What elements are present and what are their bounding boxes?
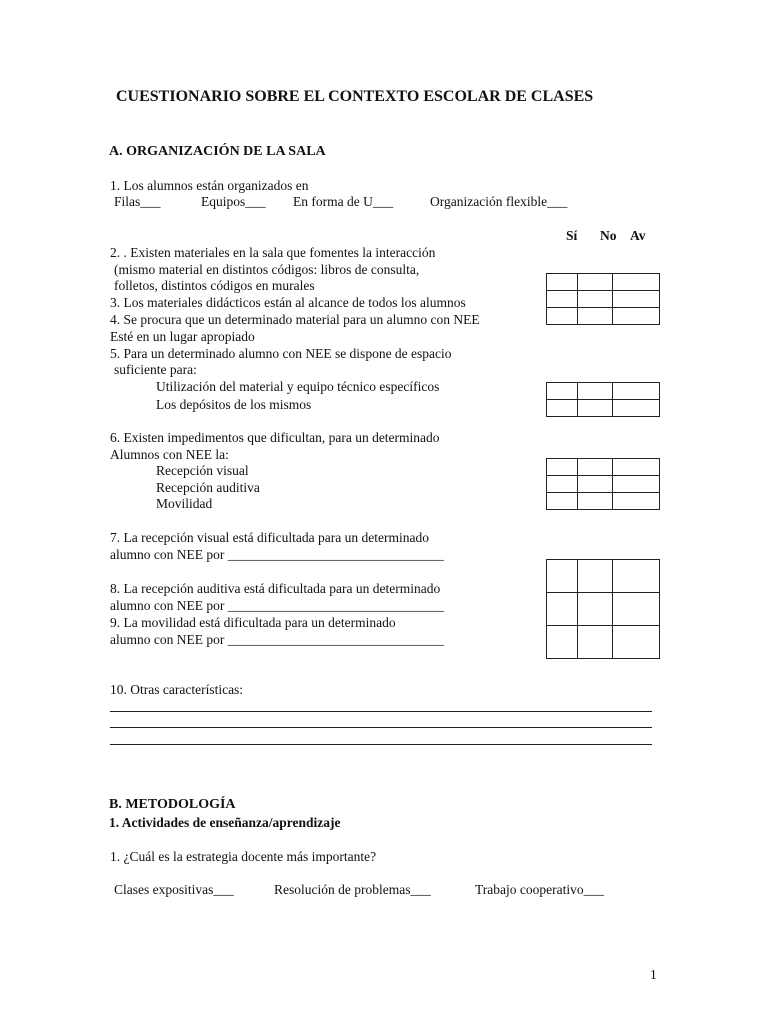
answer-header-no: No xyxy=(600,228,617,243)
answer-cell[interactable] xyxy=(613,383,660,400)
answer-cell[interactable] xyxy=(547,476,578,493)
q10-text: 10. Otras características: xyxy=(110,682,244,697)
answer-cell[interactable] xyxy=(613,308,660,325)
q2-line1: 2. . Existen materiales en la sala que fomentes la interacción xyxy=(110,245,436,260)
document-title: CUESTIONARIO SOBRE EL CONTEXTO ESCOLAR DE CLASES xyxy=(116,88,594,105)
q1-option-forma-u: En forma de U___ xyxy=(293,194,394,209)
answer-cell[interactable] xyxy=(578,400,613,417)
q1-option-equipos: Equipos___ xyxy=(201,194,266,209)
answer-grid-q5 xyxy=(546,382,660,417)
answer-cell[interactable] xyxy=(547,383,578,400)
q6-line2: Alumnos con NEE la: xyxy=(110,447,229,462)
answer-cell[interactable] xyxy=(578,493,613,510)
q2-line3: folletos, distintos códigos en murales xyxy=(114,278,315,293)
answer-cell[interactable] xyxy=(578,383,613,400)
answer-cell[interactable] xyxy=(547,560,578,593)
answer-cell[interactable] xyxy=(578,459,613,476)
q9-line2: alumno con NEE por ________________________________ xyxy=(110,632,444,647)
q2-line2: (mismo material en distintos códigos: libros de consulta, xyxy=(114,262,420,277)
answer-cell[interactable] xyxy=(613,560,660,593)
answer-line[interactable] xyxy=(110,727,652,728)
answer-cell[interactable] xyxy=(613,476,660,493)
b-q1-option-problemas: Resolución de problemas___ xyxy=(274,882,431,897)
q1-text: 1. Los alumnos están organizados en xyxy=(110,178,309,193)
answer-cell[interactable] xyxy=(613,493,660,510)
b-q1-text: 1. ¿Cuál es la estrategia docente más importante? xyxy=(110,849,377,864)
answer-cell[interactable] xyxy=(578,308,613,325)
answer-cell[interactable] xyxy=(613,626,660,659)
section-b-heading: B. METODOLOGÍA xyxy=(109,797,236,812)
answer-cell[interactable] xyxy=(547,593,578,626)
answer-cell[interactable] xyxy=(547,274,578,291)
answer-cell[interactable] xyxy=(547,626,578,659)
q9-line1: 9. La movilidad está dificultada para un determinado xyxy=(110,615,396,630)
answer-grid-q6 xyxy=(546,458,660,510)
answer-cell[interactable] xyxy=(578,626,613,659)
q5-line2: suficiente para: xyxy=(114,362,197,377)
answer-header-si: Sí xyxy=(566,228,578,243)
section-a-heading: A. ORGANIZACIÓN DE LA SALA xyxy=(109,144,326,159)
q1-option-flexible: Organización flexible___ xyxy=(430,194,568,209)
page-number: 1 xyxy=(650,967,657,982)
answer-cell[interactable] xyxy=(547,308,578,325)
q5-line1: 5. Para un determinado alumno con NEE se dispone de espacio xyxy=(110,346,452,361)
section-b-subheading: 1. Actividades de enseñanza/aprendizaje xyxy=(109,815,341,830)
answer-cell[interactable] xyxy=(613,593,660,626)
answer-cell[interactable] xyxy=(547,400,578,417)
answer-line[interactable] xyxy=(110,744,652,745)
answer-cell[interactable] xyxy=(613,459,660,476)
answer-grid-q7-q9 xyxy=(546,559,660,659)
answer-line[interactable] xyxy=(110,711,652,712)
b-q1-option-cooperativo: Trabajo cooperativo___ xyxy=(475,882,604,897)
answer-header-av: Av xyxy=(630,228,646,243)
q6-sub2: Recepción auditiva xyxy=(156,480,260,495)
q5-sub1: Utilización del material y equipo técnico específicos xyxy=(156,379,440,394)
q8-line2: alumno con NEE por ________________________________ xyxy=(110,598,444,613)
answer-cell[interactable] xyxy=(547,493,578,510)
answer-cell[interactable] xyxy=(578,274,613,291)
answer-cell[interactable] xyxy=(578,593,613,626)
answer-cell[interactable] xyxy=(578,291,613,308)
q4-line2: Esté en un lugar apropiado xyxy=(110,329,255,344)
q3-text: 3. Los materiales didácticos están al alcance de todos los alumnos xyxy=(110,295,466,310)
answer-cell[interactable] xyxy=(613,400,660,417)
answer-cell[interactable] xyxy=(613,274,660,291)
q8-line1: 8. La recepción auditiva está dificultada para un determinado xyxy=(110,581,441,596)
q6-sub1: Recepción visual xyxy=(156,463,249,478)
q7-line2: alumno con NEE por ________________________________ xyxy=(110,547,444,562)
answer-grid-q2-q4 xyxy=(546,273,660,325)
answer-cell[interactable] xyxy=(613,291,660,308)
answer-cell[interactable] xyxy=(578,560,613,593)
q7-line1: 7. La recepción visual está dificultada para un determinado xyxy=(110,530,429,545)
q4-line1: 4. Se procura que un determinado material para un alumno con NEE xyxy=(110,312,480,327)
answer-cell[interactable] xyxy=(578,476,613,493)
answer-cell[interactable] xyxy=(547,459,578,476)
q1-option-filas: Filas___ xyxy=(114,194,161,209)
q6-sub3: Movilidad xyxy=(156,496,213,511)
b-q1-option-expositivas: Clases expositivas___ xyxy=(114,882,234,897)
answer-cell[interactable] xyxy=(547,291,578,308)
q5-sub2: Los depósitos de los mismos xyxy=(156,397,312,412)
q6-line1: 6. Existen impedimentos que dificultan, para un determinado xyxy=(110,430,440,445)
